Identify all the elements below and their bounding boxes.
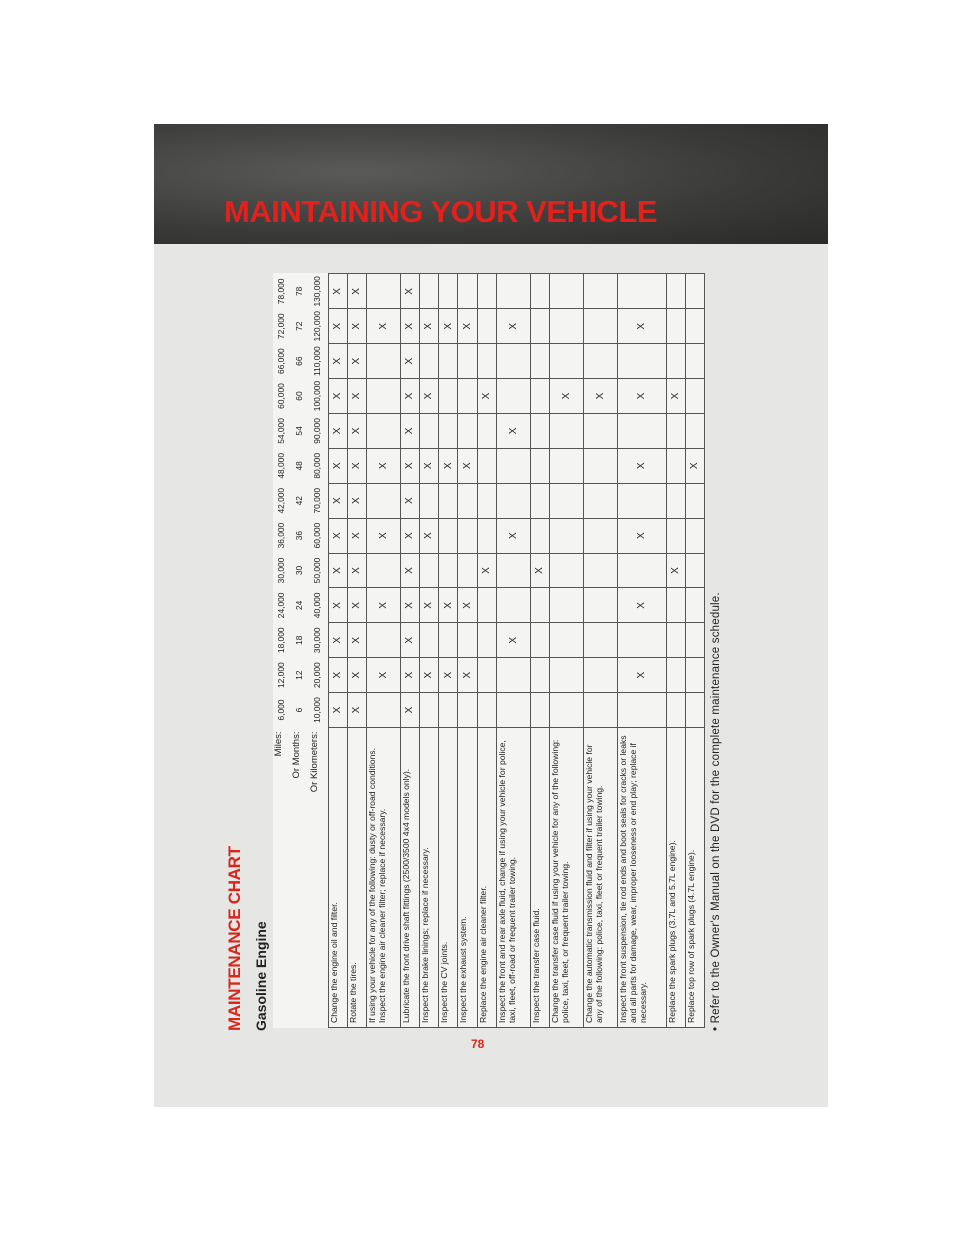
table-row bbox=[400, 274, 419, 1028]
mark-cell bbox=[685, 483, 704, 518]
mark-cell bbox=[666, 309, 685, 344]
header-cell: 18 bbox=[294, 635, 305, 645]
mark-cell: X bbox=[496, 309, 530, 344]
mark-cell bbox=[685, 553, 704, 588]
mark-cell bbox=[458, 344, 477, 379]
mark-cell: X bbox=[400, 693, 419, 728]
mark-cell: X bbox=[477, 553, 496, 588]
page bbox=[154, 124, 828, 1107]
mark-cell bbox=[366, 344, 400, 379]
task-cell: Change the transfer case fluid if using your vehicle for any of the following: police, taxi, fleet, or frequent trailer towing. bbox=[550, 728, 584, 1028]
mark-cell bbox=[366, 693, 400, 728]
table-row bbox=[477, 274, 496, 1028]
mark-cell bbox=[685, 413, 704, 448]
mark-cell bbox=[666, 623, 685, 658]
mark-cell bbox=[366, 623, 400, 658]
mark-cell: X bbox=[496, 518, 530, 553]
task-cell: Inspect the front and rear axle fluid, change if using your vehicle for police, taxi, fleet, off-road or frequent trailer towing. bbox=[496, 728, 530, 1028]
mark-cell: X bbox=[328, 344, 347, 379]
mark-cell bbox=[439, 553, 458, 588]
table-row bbox=[666, 274, 685, 1028]
mark-cell bbox=[550, 448, 584, 483]
mark-cell: X bbox=[328, 553, 347, 588]
mark-cell: X bbox=[530, 553, 549, 588]
table-row bbox=[550, 274, 584, 1028]
mark-cell bbox=[583, 274, 617, 309]
header-cell: 78 bbox=[294, 286, 305, 297]
task-cell: Change the engine oil and filter. bbox=[328, 728, 347, 1028]
mark-cell bbox=[530, 379, 549, 414]
header-banner bbox=[154, 124, 828, 244]
mark-cell: X bbox=[439, 309, 458, 344]
mark-cell bbox=[530, 658, 549, 693]
header-cell: 80,000 bbox=[309, 448, 328, 483]
mark-cell: X bbox=[328, 274, 347, 309]
header-cell: 36,000 bbox=[276, 522, 287, 549]
mark-cell bbox=[496, 379, 530, 414]
task-cell: Inspect the exhaust system. bbox=[458, 728, 477, 1028]
header-row bbox=[273, 274, 291, 1028]
header-label: Miles: bbox=[273, 731, 284, 757]
mark-cell: X bbox=[347, 344, 366, 379]
task-cell: Rotate the tires. bbox=[347, 728, 366, 1028]
mark-cell: X bbox=[328, 588, 347, 623]
mark-cell: X bbox=[666, 553, 685, 588]
mark-cell bbox=[496, 553, 530, 588]
mark-cell: X bbox=[496, 623, 530, 658]
mark-cell bbox=[685, 518, 704, 553]
mark-cell: X bbox=[347, 658, 366, 693]
header-cell: 60,000 bbox=[276, 383, 287, 409]
table-row bbox=[458, 274, 477, 1028]
mark-cell: X bbox=[328, 483, 347, 518]
mark-cell: X bbox=[366, 448, 400, 483]
mark-cell: X bbox=[420, 379, 439, 414]
header-cell: 18,000 bbox=[276, 627, 287, 654]
mark-cell: X bbox=[458, 448, 477, 483]
mark-cell bbox=[530, 413, 549, 448]
mark-cell bbox=[550, 693, 584, 728]
mark-cell: X bbox=[458, 658, 477, 693]
mark-cell bbox=[617, 553, 666, 588]
header-cell: 50,000 bbox=[309, 553, 328, 588]
footnote: • Refer to the Owner's Manual on the DVD for the complete maintenance schedule. bbox=[710, 592, 722, 1031]
mark-cell bbox=[583, 553, 617, 588]
header-cell: 6,000 bbox=[276, 699, 287, 721]
mark-cell bbox=[496, 448, 530, 483]
header-cell: 110,000 bbox=[309, 344, 328, 379]
mark-cell bbox=[458, 483, 477, 518]
mark-cell: X bbox=[550, 379, 584, 414]
mark-cell: X bbox=[420, 309, 439, 344]
mark-cell bbox=[439, 379, 458, 414]
mark-cell: X bbox=[400, 344, 419, 379]
mark-cell: X bbox=[477, 379, 496, 414]
mark-cell: X bbox=[328, 448, 347, 483]
mark-cell bbox=[477, 344, 496, 379]
mark-cell bbox=[617, 413, 666, 448]
mark-cell bbox=[477, 658, 496, 693]
mark-cell bbox=[685, 274, 704, 309]
mark-cell bbox=[583, 344, 617, 379]
mark-cell: X bbox=[420, 658, 439, 693]
mark-cell bbox=[477, 448, 496, 483]
mark-cell: X bbox=[496, 413, 530, 448]
mark-cell: X bbox=[400, 379, 419, 414]
header-cell: 48,000 bbox=[276, 453, 287, 479]
mark-cell bbox=[530, 309, 549, 344]
table-row bbox=[439, 274, 458, 1028]
mark-cell: X bbox=[347, 448, 366, 483]
mark-cell: X bbox=[347, 413, 366, 448]
mark-cell: X bbox=[420, 588, 439, 623]
header-cell: 60,000 bbox=[309, 518, 328, 553]
mark-cell bbox=[496, 658, 530, 693]
mark-cell bbox=[583, 483, 617, 518]
mark-cell bbox=[583, 693, 617, 728]
mark-cell bbox=[530, 448, 549, 483]
mark-cell: X bbox=[617, 379, 666, 414]
mark-cell: X bbox=[400, 413, 419, 448]
mark-cell bbox=[583, 413, 617, 448]
mark-cell bbox=[530, 623, 549, 658]
header-cell: 66,000 bbox=[276, 348, 287, 374]
mark-cell: X bbox=[400, 483, 419, 518]
header-cell: 30 bbox=[294, 565, 305, 576]
mark-cell bbox=[550, 518, 584, 553]
header-cell: 70,000 bbox=[309, 483, 328, 518]
page-number: 78 bbox=[471, 1037, 485, 1051]
table-row bbox=[328, 274, 347, 1028]
header-cell: 24 bbox=[294, 600, 305, 611]
mark-cell bbox=[439, 518, 458, 553]
header-cell: 66 bbox=[294, 356, 305, 366]
mark-cell: X bbox=[347, 309, 366, 344]
mark-cell bbox=[366, 553, 400, 588]
mark-cell bbox=[550, 413, 584, 448]
task-cell: Lubricate the front drive shaft fittings (2500/3500 4x4 models only). bbox=[400, 728, 419, 1028]
header-cell: 6 bbox=[294, 707, 305, 713]
mark-cell bbox=[685, 658, 704, 693]
mark-cell bbox=[550, 344, 584, 379]
mark-cell: X bbox=[458, 309, 477, 344]
mark-cell: X bbox=[328, 693, 347, 728]
mark-cell bbox=[685, 379, 704, 414]
mark-cell: X bbox=[439, 588, 458, 623]
header-label: Or Months: bbox=[291, 731, 302, 779]
header-cell: 12 bbox=[294, 670, 305, 680]
header-cell: 60 bbox=[294, 391, 305, 401]
mark-cell: X bbox=[400, 553, 419, 588]
mark-cell bbox=[496, 274, 530, 309]
table-row bbox=[366, 274, 400, 1028]
mark-cell bbox=[439, 623, 458, 658]
header-cell: 30,000 bbox=[309, 623, 328, 658]
header-cell: 78,000 bbox=[276, 278, 287, 305]
mark-cell bbox=[458, 693, 477, 728]
mark-cell bbox=[420, 623, 439, 658]
header-cell: 10,000 bbox=[309, 693, 328, 728]
mark-cell: X bbox=[366, 658, 400, 693]
mark-cell bbox=[530, 693, 549, 728]
mark-cell bbox=[496, 483, 530, 518]
rotated-content-area bbox=[225, 274, 780, 1031]
mark-cell bbox=[458, 553, 477, 588]
mark-cell bbox=[477, 588, 496, 623]
mark-cell bbox=[530, 483, 549, 518]
mark-cell bbox=[530, 588, 549, 623]
task-cell: Inspect the transfer case fluid. bbox=[530, 728, 549, 1028]
table-row bbox=[420, 274, 439, 1028]
mark-cell bbox=[420, 553, 439, 588]
mark-cell bbox=[583, 588, 617, 623]
mark-cell bbox=[666, 448, 685, 483]
mark-cell bbox=[530, 274, 549, 309]
section-subtitle: Gasoline Engine bbox=[253, 921, 269, 1031]
header-label: Or Kilometers: bbox=[309, 728, 328, 1028]
mark-cell: X bbox=[328, 413, 347, 448]
mark-cell bbox=[685, 344, 704, 379]
mark-cell bbox=[439, 274, 458, 309]
mark-cell bbox=[477, 623, 496, 658]
mark-cell bbox=[530, 518, 549, 553]
mark-cell bbox=[496, 344, 530, 379]
task-cell: Change the automatic transmission fluid and filter if using your vehicle for any of the following: police, taxi, fleet or frequent trailer towing. bbox=[583, 728, 617, 1028]
mark-cell: X bbox=[347, 274, 366, 309]
mark-cell bbox=[685, 623, 704, 658]
mark-cell bbox=[666, 693, 685, 728]
mark-cell bbox=[666, 588, 685, 623]
mark-cell bbox=[420, 693, 439, 728]
mark-cell bbox=[666, 518, 685, 553]
mark-cell bbox=[583, 518, 617, 553]
mark-cell bbox=[477, 274, 496, 309]
mark-cell: X bbox=[347, 553, 366, 588]
task-cell: If using your vehicle for any of the following: dusty or off-road conditions. Inspect the engine air cleaner filter; replace if necessary. bbox=[366, 728, 400, 1028]
task-cell: Inspect the front suspension, tie rod ends and boot seals for cracks or leaks and all parts for damage, wear, improper looseness or end play; replace if necessary. bbox=[617, 728, 666, 1028]
mark-cell: X bbox=[328, 309, 347, 344]
mark-cell: X bbox=[617, 588, 666, 623]
mark-cell: X bbox=[685, 448, 704, 483]
header-cell: 130,000 bbox=[309, 274, 328, 309]
header-cell: 20,000 bbox=[309, 658, 328, 693]
mark-cell bbox=[666, 274, 685, 309]
mark-cell bbox=[617, 623, 666, 658]
mark-cell: X bbox=[347, 693, 366, 728]
header-cell: 24,000 bbox=[276, 592, 287, 619]
mark-cell bbox=[366, 413, 400, 448]
header-cell: 36 bbox=[294, 530, 305, 541]
mark-cell: X bbox=[366, 309, 400, 344]
banner-title: MAINTAINING YOUR VEHICLE bbox=[224, 194, 657, 229]
mark-cell bbox=[420, 483, 439, 518]
mark-cell bbox=[420, 344, 439, 379]
mark-cell bbox=[666, 413, 685, 448]
mark-cell bbox=[439, 413, 458, 448]
mark-cell bbox=[366, 379, 400, 414]
table-row bbox=[347, 274, 366, 1028]
mark-cell bbox=[666, 658, 685, 693]
header-cell: 42 bbox=[294, 496, 305, 506]
mark-cell: X bbox=[400, 448, 419, 483]
rotated-content bbox=[225, 274, 780, 1031]
mark-cell: X bbox=[666, 379, 685, 414]
table-row bbox=[496, 274, 530, 1028]
task-cell: Inspect the CV joints. bbox=[439, 728, 458, 1028]
header-row bbox=[309, 274, 328, 1028]
header-cell: 120,000 bbox=[309, 309, 328, 344]
mark-cell: X bbox=[328, 623, 347, 658]
mark-cell bbox=[550, 274, 584, 309]
mark-cell: X bbox=[328, 658, 347, 693]
mark-cell: X bbox=[347, 588, 366, 623]
mark-cell bbox=[477, 413, 496, 448]
mark-cell bbox=[617, 344, 666, 379]
mark-cell: X bbox=[347, 379, 366, 414]
mark-cell bbox=[458, 518, 477, 553]
mark-cell bbox=[685, 588, 704, 623]
table-row bbox=[685, 274, 704, 1028]
table-row bbox=[530, 274, 549, 1028]
mark-cell bbox=[477, 309, 496, 344]
mark-cell: X bbox=[617, 518, 666, 553]
mark-cell bbox=[477, 693, 496, 728]
mark-cell: X bbox=[366, 588, 400, 623]
header-cell: 54 bbox=[294, 426, 305, 436]
mark-cell bbox=[496, 693, 530, 728]
mark-cell bbox=[366, 274, 400, 309]
header-cell: 100,000 bbox=[309, 379, 328, 414]
mark-cell bbox=[420, 413, 439, 448]
mark-cell bbox=[583, 448, 617, 483]
mark-cell: X bbox=[458, 588, 477, 623]
mark-cell bbox=[420, 274, 439, 309]
task-cell: Replace the spark plugs (3.7L and 5.7L engine). bbox=[666, 728, 685, 1028]
mark-cell bbox=[477, 483, 496, 518]
task-cell: Replace the engine air cleaner filter. bbox=[477, 728, 496, 1028]
mark-cell: X bbox=[400, 623, 419, 658]
mark-cell bbox=[583, 309, 617, 344]
mark-cell bbox=[458, 623, 477, 658]
mark-cell bbox=[550, 553, 584, 588]
mark-cell bbox=[477, 518, 496, 553]
mark-cell bbox=[458, 413, 477, 448]
mark-cell bbox=[617, 693, 666, 728]
table-row bbox=[617, 274, 666, 1028]
header-cell: 40,000 bbox=[309, 588, 328, 623]
section-title: MAINTENANCE CHART bbox=[225, 846, 244, 1031]
header-cell: 54,000 bbox=[276, 418, 287, 444]
mark-cell bbox=[685, 693, 704, 728]
mark-cell bbox=[617, 274, 666, 309]
mark-cell: X bbox=[347, 518, 366, 553]
header-cell: 48 bbox=[294, 461, 305, 471]
mark-cell: X bbox=[439, 658, 458, 693]
header-row bbox=[291, 274, 309, 1028]
header-cell: 12,000 bbox=[276, 662, 287, 688]
mark-cell bbox=[617, 483, 666, 518]
mark-cell bbox=[550, 309, 584, 344]
mark-cell: X bbox=[400, 658, 419, 693]
mark-cell bbox=[439, 344, 458, 379]
mark-cell: X bbox=[400, 518, 419, 553]
mark-cell: X bbox=[366, 518, 400, 553]
header-cell: 30,000 bbox=[276, 557, 287, 584]
header-cell: 42,000 bbox=[276, 487, 287, 514]
mark-cell: X bbox=[400, 274, 419, 309]
mark-cell bbox=[550, 658, 584, 693]
mark-cell bbox=[583, 658, 617, 693]
task-cell: Inspect the brake linings; replace if necessary. bbox=[420, 728, 439, 1028]
table-row bbox=[583, 274, 617, 1028]
mark-cell bbox=[458, 274, 477, 309]
mark-cell: X bbox=[400, 588, 419, 623]
mark-cell: X bbox=[420, 518, 439, 553]
mark-cell bbox=[439, 693, 458, 728]
task-cell: Replace top row of spark plugs (4.7L engine). bbox=[685, 728, 704, 1028]
header-cell: 72 bbox=[294, 321, 305, 331]
mark-cell: X bbox=[347, 483, 366, 518]
mark-cell bbox=[666, 483, 685, 518]
mark-cell bbox=[550, 623, 584, 658]
mark-cell bbox=[550, 483, 584, 518]
mark-cell: X bbox=[583, 379, 617, 414]
mark-cell bbox=[458, 379, 477, 414]
mark-cell: X bbox=[328, 518, 347, 553]
mark-cell bbox=[496, 588, 530, 623]
mark-cell bbox=[439, 483, 458, 518]
mark-cell: X bbox=[400, 309, 419, 344]
mark-cell bbox=[530, 344, 549, 379]
mark-cell: X bbox=[347, 623, 366, 658]
maintenance-chart-table bbox=[273, 273, 705, 1028]
mark-cell bbox=[583, 623, 617, 658]
mark-cell: X bbox=[439, 448, 458, 483]
mark-cell bbox=[666, 344, 685, 379]
mark-cell: X bbox=[617, 309, 666, 344]
header-cell: 72,000 bbox=[276, 313, 287, 340]
mark-cell: X bbox=[617, 448, 666, 483]
mark-cell: X bbox=[420, 448, 439, 483]
mark-cell bbox=[685, 309, 704, 344]
mark-cell bbox=[550, 588, 584, 623]
mark-cell bbox=[366, 483, 400, 518]
mark-cell: X bbox=[617, 658, 666, 693]
header-cell: 90,000 bbox=[309, 413, 328, 448]
mark-cell: X bbox=[328, 379, 347, 414]
